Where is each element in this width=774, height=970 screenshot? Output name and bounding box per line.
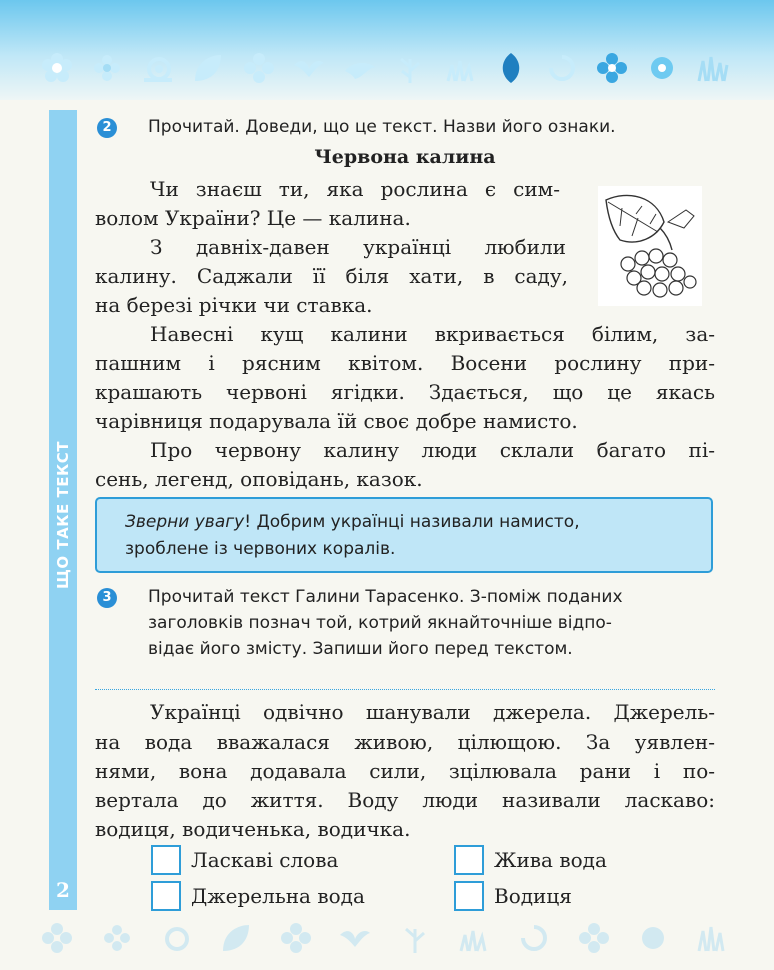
text-line: на вода вважалася живою, цілющою. За уявлен- [95,730,715,754]
option-checkbox[interactable] [151,881,181,911]
text-line: Українці одвічно шанували джерела. Джерель- [150,700,715,724]
ornament-row-bottom [40,918,730,958]
flower-icon [645,51,679,85]
leaf-icon [494,51,528,85]
task-3-instruction-line: Прочитай текст Галини Тарасенко. З-поміж поданих [148,587,623,607]
page-number: 2 [56,878,70,902]
text-line: на березі річки чи ставка. [95,293,373,317]
text-line: чарівниця подарувала їй своє добре намисто. [95,409,578,433]
grass-icon [696,51,730,85]
option-label: Ласкаві слова [191,848,339,872]
leaf-icon [219,921,253,955]
text-line: калину. Саджали її біля хати, в саду, [95,264,568,288]
note-emphasis: Зверни увагу [125,512,245,532]
text-title: Червона калина [314,146,496,168]
text-line: вертала до життя. Воду люди називали лаcкаво: [95,788,715,812]
text-line: волом України? Це — калина. [95,206,411,230]
leaf-icon [191,51,225,85]
snail-icon [159,921,193,955]
flower-icon [279,921,313,955]
flower-icon [636,921,670,955]
flower-icon [577,921,611,955]
text-line: сень, легенд, оповідань, казок. [95,467,423,491]
flower-icon [40,921,74,955]
flower-icon [242,51,276,85]
plant-icon [393,51,427,85]
task-2-number-badge: 2 [97,118,117,138]
option-label: Жива вода [494,848,607,872]
task-3-instruction-line: заголовків познач той, котрий якнайточніше відпо- [148,613,612,633]
snail-icon [545,51,579,85]
bird-icon [292,51,326,85]
viburnum-illustration [598,186,702,306]
flower-icon [40,51,74,85]
text-line: нями, вона додавала сили, зцілювала рани і по- [95,759,715,783]
attention-note [95,497,713,573]
section-label: ЩО ТАКЕ ТЕКСТ [54,441,72,589]
text-line: крашають червоні ягідки. Здається, що це якась [95,380,715,404]
text-line: З давніх-давен українці любили [150,235,566,259]
note-line-2: зроблене із червоних коралів. [125,539,396,559]
task-3-instruction-line: відає його змісту. Запиши його перед текстом. [148,639,573,659]
option-checkbox[interactable] [454,881,484,911]
grass-icon [457,921,491,955]
snail-icon [517,921,551,955]
option-label: Джерельна вода [191,884,365,908]
flower-icon [100,921,134,955]
option-label: Водиця [494,884,572,908]
task-3-number-badge: 3 [97,588,117,608]
writing-line[interactable] [95,689,715,690]
flower-icon [90,51,124,85]
text-line: водиця, водиченька, водичка. [95,817,411,841]
snail-icon [141,51,175,85]
ornament-row-top [40,48,730,88]
grass-icon [444,51,478,85]
text-line: пашним і рясним квітом. Восени рослину при- [95,351,715,375]
task-2-instruction: Прочитай. Доведи, що це текст. Назви його ознаки. [148,117,616,137]
text-line: Про червону калину люди склали багато пі- [150,438,715,462]
text-line: Навесні кущ калини вкривається білим, за- [150,322,715,346]
note-line-1: Зверни увагу! Добрим українці називали намисто, [125,512,580,532]
option-checkbox[interactable] [454,845,484,875]
text-line: Чи знаєш ти, яка рослина є сим- [150,177,560,201]
option-checkbox[interactable] [151,845,181,875]
bird-icon [343,51,377,85]
plant-icon [398,921,432,955]
bird-icon [338,921,372,955]
grass-icon [696,921,730,955]
flower-icon [595,51,629,85]
